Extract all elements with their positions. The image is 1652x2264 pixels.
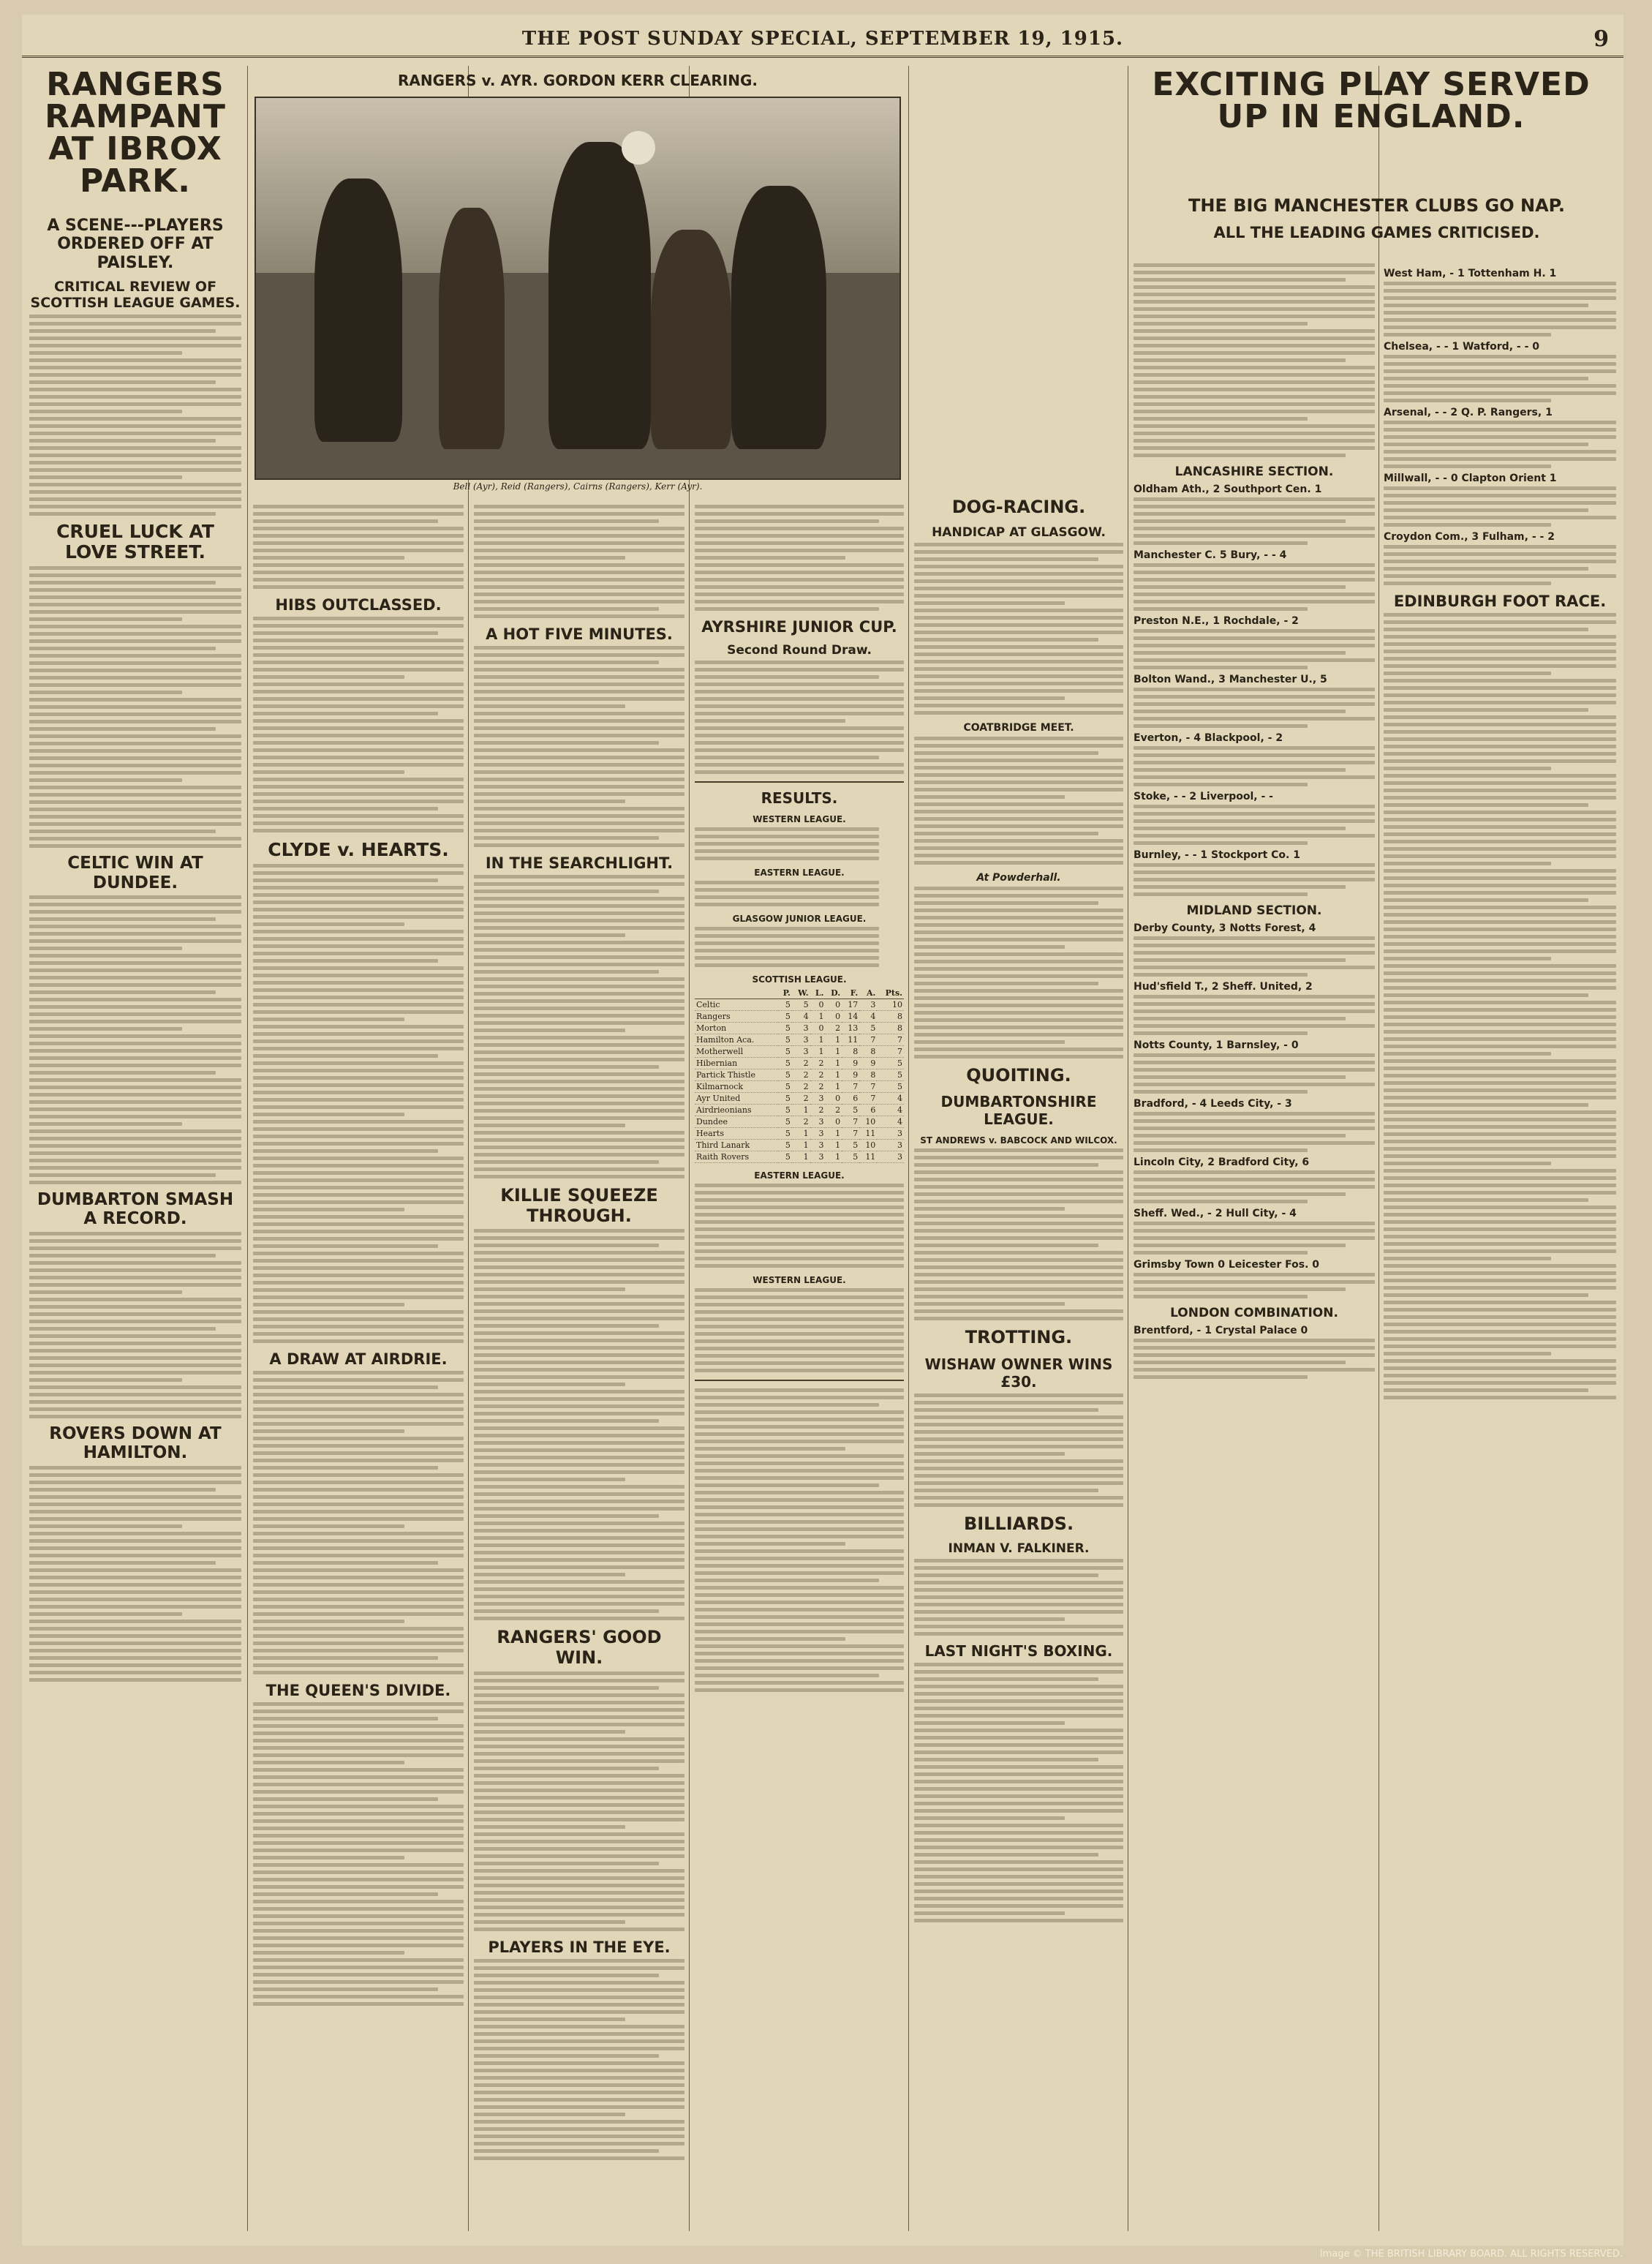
score-line: West Ham, - 1 Tottenham H. 1 <box>1384 268 1557 279</box>
score-line: Derby County, 3 Notts Forest, 4 <box>1134 922 1316 934</box>
article-body <box>914 1559 1123 1636</box>
league-title: EASTERN LEAGUE. <box>754 868 845 879</box>
article-body <box>253 505 464 589</box>
heading-trotting: TROTTING. <box>965 1327 1073 1348</box>
results-list <box>695 881 904 906</box>
heading-clyde-hearts: CLYDE v. HEARTS. <box>268 839 449 861</box>
score-line: Lincoln City, 2 Bradford City, 6 <box>1134 1157 1310 1168</box>
score-line: Chelsea, - - 1 Watford, - - 0 <box>1384 341 1540 353</box>
column-rule <box>908 66 909 2231</box>
table-row: Airdrieonians 5 1 2 2 5 6 4 <box>696 1105 902 1116</box>
article-body <box>914 737 1123 865</box>
masthead-title: THE POST SUNDAY SPECIAL, SEPTEMBER 19, 1915. <box>521 28 1124 50</box>
heading-rangers-good-win: RANGERS' GOOD WIN. <box>497 1627 662 1669</box>
column-3 <box>474 505 684 2231</box>
heading-quoiting: QUOITING. <box>966 1064 1071 1086</box>
league-title: EASTERN LEAGUE. <box>754 1170 845 1181</box>
score-line: Hud'sfield T., 2 Sheff. United, 2 <box>1134 981 1313 993</box>
results-list <box>695 927 904 967</box>
subheading-handicap-glasgow: HANDICAP AT GLASGOW. <box>932 524 1106 540</box>
lancashire-game <box>1134 484 1375 896</box>
article-body <box>474 875 684 1178</box>
article-body <box>29 566 241 848</box>
deck-leading-games: ALL THE LEADING GAMES CRITICISED. <box>1213 223 1540 241</box>
score-line: Burnley, - - 1 Stockport Co. 1 <box>1134 849 1300 861</box>
score-line: Millwall, - - 0 Clapton Orient 1 <box>1384 473 1557 484</box>
column-4 <box>695 505 904 2231</box>
article-body <box>695 505 904 611</box>
quoiting-match: ST ANDREWS v. BABCOCK AND WILCOX. <box>920 1135 1117 1146</box>
table-row: Hibernian 5 2 2 1 9 9 5 <box>696 1058 902 1069</box>
column-1 <box>29 66 241 2231</box>
newspaper-page <box>22 15 1623 2246</box>
heading-billiards: BILLIARDS. <box>963 1513 1074 1534</box>
section-lancashire: LANCASHIRE SECTION. <box>1174 465 1334 479</box>
subheading-dumbartonshire: DUMBARTONSHIRE LEAGUE. <box>940 1093 1097 1129</box>
league-table <box>695 1288 904 1372</box>
table-row: Hearts 5 1 3 1 7 11 3 <box>696 1129 902 1139</box>
page-number: 9 <box>1593 26 1609 52</box>
article-body <box>474 1671 684 1931</box>
article-body <box>914 1394 1123 1507</box>
heading-hibs: HIBS OUTCLASSED. <box>275 596 442 614</box>
deck-critical-review: CRITICAL REVIEW OF SCOTTISH LEAGUE GAMES. <box>30 278 241 311</box>
heading-celtic-dundee: CELTIC WIN AT DUNDEE. <box>67 854 203 892</box>
league-title: WESTERN LEAGUE. <box>753 814 846 825</box>
article-body <box>29 1466 241 1682</box>
table-row: Morton 5 3 0 2 13 5 8 <box>696 1023 902 1034</box>
heading-queens-divide: THE QUEEN'S DIVIDE. <box>265 1682 451 1700</box>
subheading-second-round: Second Round Draw. <box>727 643 872 658</box>
article-body <box>474 1229 684 1620</box>
column-6-body <box>1134 263 1375 2231</box>
article-body <box>1384 613 1616 1399</box>
section-midland: MIDLAND SECTION. <box>1186 903 1322 918</box>
column-rule <box>1378 66 1379 2231</box>
score-line: Preston N.E., 1 Rochdale, - 2 <box>1134 615 1299 627</box>
heading-edinburgh-race: EDINBURGH FOOT RACE. <box>1393 593 1607 610</box>
article-body <box>29 315 241 516</box>
table-row: Rangers 5 4 1 0 14 4 8 <box>696 1012 902 1022</box>
league-title: WESTERN LEAGUE. <box>753 1275 846 1286</box>
score-line: Bradford, - 4 Leeds City, - 3 <box>1134 1098 1292 1110</box>
article-body <box>1134 263 1375 457</box>
table-row: Raith Rovers 5 1 3 1 5 11 3 <box>696 1152 902 1162</box>
score-line: Grimsby Town 0 Leicester Fos. 0 <box>1134 1259 1320 1271</box>
score-line: Everton, - 4 Blackpool, - 2 <box>1134 732 1283 744</box>
article-body <box>914 1663 1123 1922</box>
table-row: Third Lanark 5 1 3 1 5 10 3 <box>696 1140 902 1151</box>
headline-exciting-play: EXCITING PLAY SERVED UP IN ENGLAND. <box>1152 66 1591 135</box>
heading-ayrshire-cup: AYRSHIRE JUNIOR CUP. <box>701 618 897 636</box>
article-body <box>914 887 1123 1058</box>
article-body <box>695 661 904 774</box>
league-title: GLASGOW JUNIOR LEAGUE. <box>732 914 867 925</box>
section-london: LONDON COMBINATION. <box>1170 1306 1338 1320</box>
score-line: Manchester C. 5 Bury, - - 4 <box>1134 549 1287 561</box>
article-body <box>474 1959 684 2160</box>
article-body <box>29 895 241 1184</box>
article-body <box>914 1148 1123 1320</box>
heading-airdrie: A DRAW AT AIRDRIE. <box>269 1350 448 1368</box>
score-line: Arsenal, - - 2 Q. P. Rangers, 1 <box>1384 407 1553 418</box>
score-line: Sheff. Wed., - 2 Hull City, - 4 <box>1134 1208 1297 1219</box>
score-line: Bolton Wand., 3 Manchester U., 5 <box>1134 674 1327 685</box>
article-body <box>253 1371 464 1674</box>
photo-heading: RANGERS v. AYR. GORDON KERR CLEARING. <box>397 72 758 89</box>
table-row: Celtic 5 5 0 0 17 3 10 <box>696 1000 902 1010</box>
column-7 <box>1384 263 1616 2231</box>
article-body <box>474 646 684 847</box>
article-body <box>695 1388 904 1692</box>
heading-searchlight: IN THE SEARCHLIGHT. <box>485 854 674 873</box>
article-body <box>474 505 684 618</box>
heading-dumbarton: DUMBARTON SMASH A RECORD. <box>37 1189 234 1229</box>
column-rule <box>247 66 248 2231</box>
column-5 <box>914 490 1123 2231</box>
score-line: Oldham Ath., 2 Southport Cen. 1 <box>1134 484 1322 495</box>
heading-cruel-luck: CRUEL LUCK AT LOVE STREET. <box>56 520 214 563</box>
table-row: Hamilton Aca. 5 3 1 1 11 7 7 <box>696 1035 902 1045</box>
heading-boxing: LAST NIGHT'S BOXING. <box>924 1642 1113 1661</box>
deck-manchester: THE BIG MANCHESTER CLUBS GO NAP. <box>1188 195 1565 216</box>
heading-players-eye: PLAYERS IN THE EYE. <box>488 1938 671 1956</box>
article-body <box>29 1232 241 1418</box>
table-row: Kilmarnock 5 2 2 1 7 7 5 <box>696 1082 902 1092</box>
heading-killie: KILLIE SQUEEZE THROUGH. <box>500 1185 658 1226</box>
headline-rangers: RANGERS RAMPANT AT IBROX PARK. <box>45 66 226 200</box>
column-5-top <box>914 483 1123 489</box>
article-body <box>253 864 464 1343</box>
score-line: Brentford, - 1 Crystal Palace 0 <box>1134 1325 1308 1336</box>
table-row: Ayr United 5 2 3 0 6 7 4 <box>696 1094 902 1104</box>
heading-results: RESULTS. <box>761 789 838 808</box>
copyright-notice: Image © THE BRITISH LIBRARY BOARD. ALL RIGHTS RESERVED. <box>1319 2249 1623 2260</box>
heading-rovers-hamilton: ROVERS DOWN AT HAMILTON. <box>49 1424 222 1463</box>
subheading-powderhall: At Powderhall. <box>976 871 1061 884</box>
deck-scene-paisley: A SCENE---PLAYERS ORDERED OFF AT PAISLEY. <box>47 217 224 272</box>
column-2 <box>253 505 464 2231</box>
masthead <box>22 23 1623 58</box>
table-row: Dundee 5 2 3 0 7 10 4 <box>696 1117 902 1127</box>
table-row: Motherwell 5 3 1 1 8 8 7 <box>696 1047 902 1057</box>
heading-hot-five: A HOT FIVE MINUTES. <box>486 625 673 643</box>
score-line: Croydon Com., 3 Fulham, - - 2 <box>1384 531 1555 543</box>
article-body <box>914 543 1123 715</box>
score-line: Stoke, - - 2 Liverpool, - - <box>1134 791 1273 802</box>
results-list <box>695 827 904 860</box>
table-header: P. W. L. D. F. A. Pts. <box>695 988 904 999</box>
photo-caption: Bell (Ayr), Reid (Rangers), Cairns (Rangers), Kerr (Ayr). <box>453 481 703 492</box>
heading-dog-racing: DOG-RACING. <box>951 497 1086 517</box>
article-body <box>253 617 464 832</box>
deck-block <box>1134 190 1620 249</box>
league-title: SCOTTISH LEAGUE. <box>752 974 847 985</box>
midland-game <box>1134 922 1375 1298</box>
article-body <box>253 1702 464 2006</box>
subheading-coatbridge: COATBRIDGE MEET. <box>963 721 1074 734</box>
scottish-league-table <box>695 988 904 1163</box>
league-table <box>695 1184 904 1268</box>
subheading-wishaw: WISHAW OWNER WINS £30. <box>924 1355 1113 1391</box>
subheading-inman: INMAN V. FALKINER. <box>948 1541 1090 1557</box>
match-photograph <box>254 97 901 480</box>
score-line: Notts County, 1 Barnsley, - 0 <box>1134 1039 1299 1051</box>
table-row: Partick Thistle 5 2 2 1 9 8 5 <box>696 1070 902 1080</box>
